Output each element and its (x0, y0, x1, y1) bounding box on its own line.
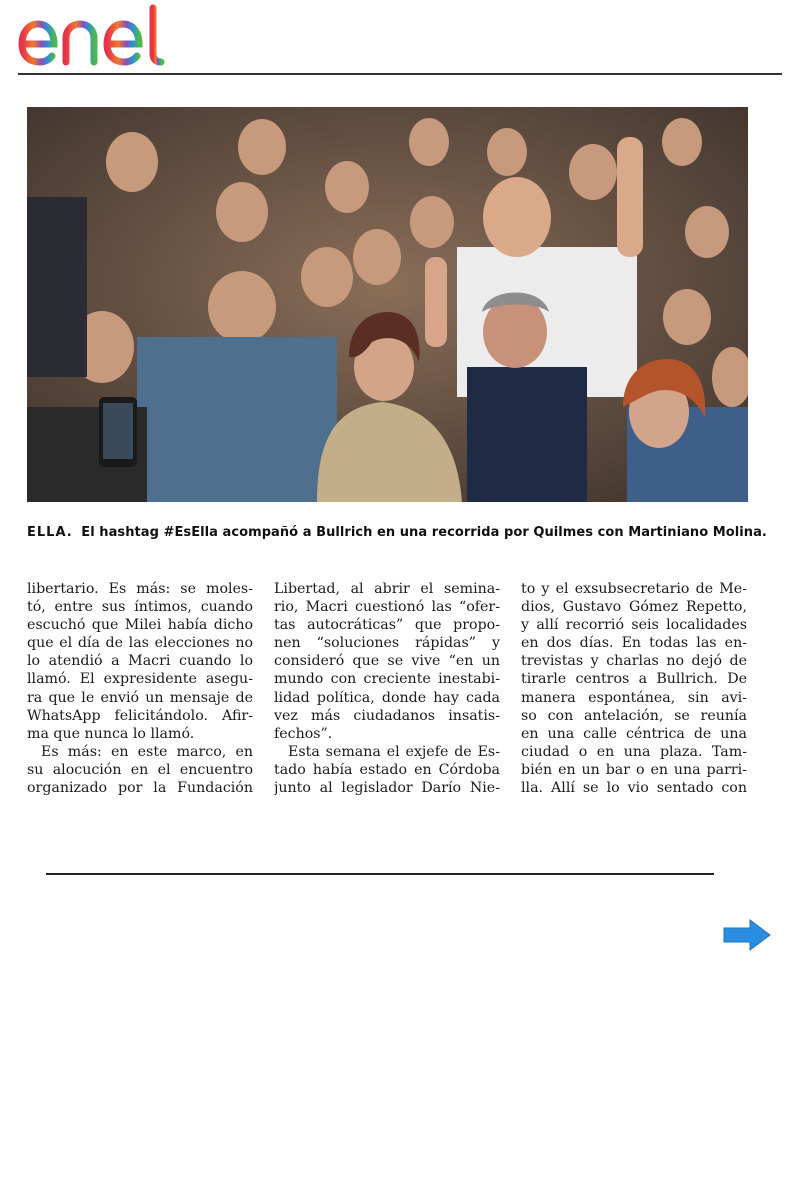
text-line: rio, Macri cuestionó las “ofer- (274, 599, 500, 616)
photo-caption (27, 525, 767, 540)
caption-text: El hashtag #EsElla acompañó a Bullrich en una recorrida por Quilmes con Martiniano Molina. (81, 525, 767, 540)
text-line: tado había estado en Córdoba (274, 761, 500, 778)
text-line: libertario. Es más: se moles- (27, 581, 253, 597)
text-line: so con antelación, se reunía (521, 707, 747, 724)
text-line: mundo con creciente inestabi- (274, 671, 500, 688)
text-line: ciudad o en una plaza. Tam- (521, 743, 747, 760)
text-line: dios, Gustavo Gómez Repetto, (521, 599, 747, 616)
text-line: nen “soluciones rápidas” y (274, 635, 500, 652)
text-line: consideró que se vive “en un (274, 653, 500, 670)
text-line: lla. Allí se lo vio sentado con (521, 780, 747, 797)
text-line: llamó. El expresidente asegu- (27, 671, 253, 688)
article-column-2 (274, 580, 500, 797)
arrow-right-icon[interactable] (722, 918, 772, 952)
text-line: tirarle centros a Bullrich. De (521, 671, 747, 688)
text-line: organizado por la Fundación (27, 780, 253, 797)
text-line: WhatsApp felicitándolo. Afir- (27, 707, 253, 724)
article-column-1 (27, 580, 253, 797)
arrow-shape (724, 920, 770, 950)
article-column-3 (521, 580, 747, 797)
text-line: Esta semana el exjefe de Es- (288, 743, 500, 760)
text-line: manera espontánea, sin avi- (521, 689, 747, 706)
text-line: ma que nunca lo llamó. (27, 725, 195, 742)
text-line: trevistas y charlas no dejó de (521, 653, 747, 670)
text-line: to y el exsubsecretario de Me- (521, 581, 747, 597)
text-line: bién en un bar o en una parri- (521, 761, 747, 778)
header-rule (18, 73, 782, 75)
text-line: su alocución en el encuentro (27, 761, 253, 778)
footer-rule (46, 873, 714, 875)
text-line: lo atendió a Macri cuando lo (27, 653, 253, 670)
caption-kicker: ELLA. (27, 525, 73, 540)
text-line: ra que le envió un mensaje de (27, 689, 253, 706)
text-line: Es más: en este marco, en (41, 743, 253, 760)
text-line: lidad política, donde hay cada (274, 689, 500, 706)
text-line: vez más ciudadanos insatis- (274, 707, 500, 724)
text-line: tas autocráticas” que propo- (274, 617, 500, 634)
text-line: en dos días. En todas las en- (521, 635, 747, 652)
text-line: tó, entre sus íntimos, cuando (27, 599, 253, 616)
text-line: junto al legislador Darío Nie- (274, 780, 500, 797)
text-line: fechos”. (274, 725, 333, 742)
text-line: Libertad, al abrir el semina- (274, 581, 500, 597)
news-photo (27, 107, 748, 502)
enel-logo (18, 4, 183, 68)
text-line: y allí recorrió seis localidades (521, 617, 747, 634)
text-line: escuchó que Milei había dicho (27, 617, 253, 634)
text-line: que el día de las elecciones no (27, 635, 253, 652)
text-line: en una calle céntrica de una (521, 725, 747, 742)
